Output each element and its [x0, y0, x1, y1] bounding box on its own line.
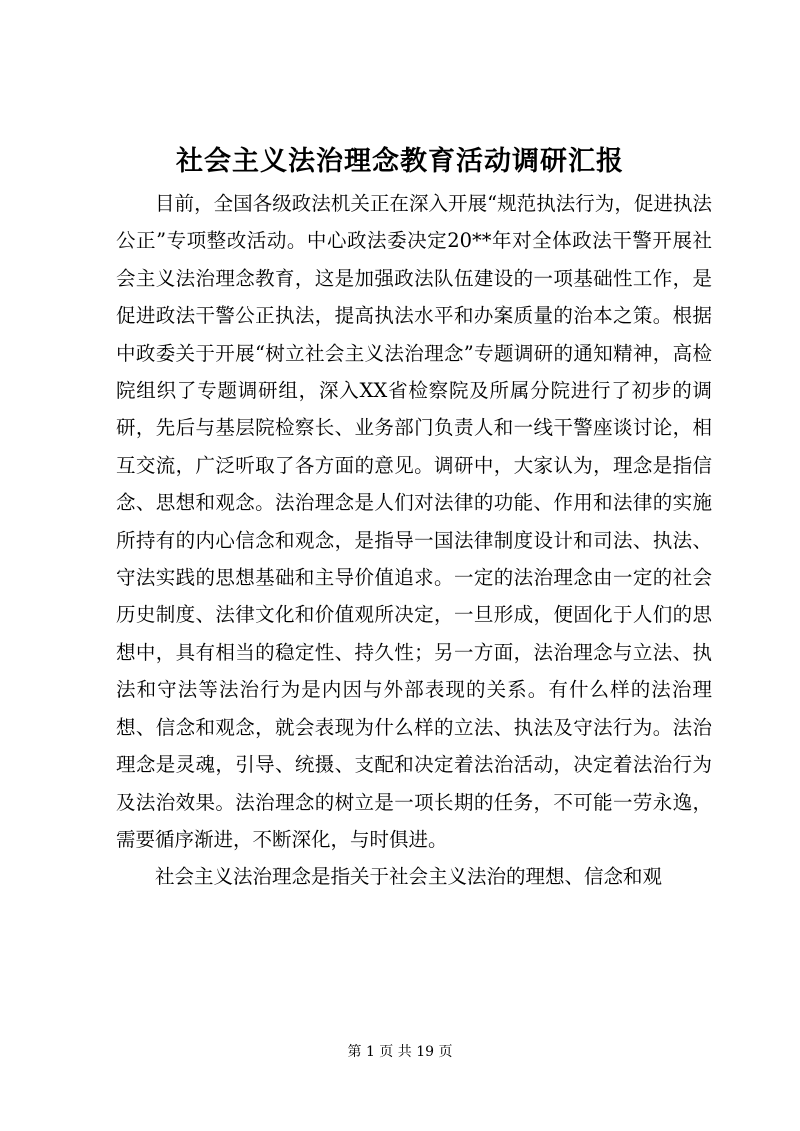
- page-title: 社会主义法治理念教育活动调研汇报: [176, 146, 624, 177]
- page-footer: 第 1 页 共 19 页: [347, 1044, 453, 1060]
- document-body: [116, 185, 712, 896]
- paragraph-1: 目前，全国各级政法机关正在深入开展“规范执法行为，促进执法公正”专项整改活动。中心政法委决定20**年对全体政法干警开展社会主义法治理念教育，这是加强政法队伍建设的一项基础性工作，是促进政法干警公正执法，提高执法水平和办案质量的治本之策。根据中政委关于开展“树立社会主义法治理念”专题调研的通知精神，高检院组织了专题调研组，深入XX省检察院及所属分院进行了初步的调研，先后与基层院检察长、业务部门负责人和一线干警座谈讨论，相互交流，广泛听取了各方面的意见。调研中，大家认为，理念是指信念、思想和观念。法治理念是人们对法律的功能、作用和法律的实施所持有的内心信念和观念，是指导一国法律制度设计和司法、执法、守法实践的思想基础和主导价值追求。一定的法治理念由一定的社会历史制度、法律文化和价值观所决定，一旦形成，便固化于人们的思想中，具有相当的稳定性、持久性；另一方面，法治理念与立法、执法和守法等法治行为是内因与外部表现的关系。有什么样的法治理想、信念和观念，就会表现为什么样的立法、执法及守法行为。法治理念是灵魂，引导、统摄、支配和决定着法治活动，决定着法治行为及法治效果。法治理念的树立是一项长期的任务，不可能一劳永逸，需要循序渐进，不断深化，与时俱进。: [116, 192, 712, 851]
- paragraph-2: 社会主义法治理念是指关于社会主义法治的理想、信念和观: [155, 865, 663, 889]
